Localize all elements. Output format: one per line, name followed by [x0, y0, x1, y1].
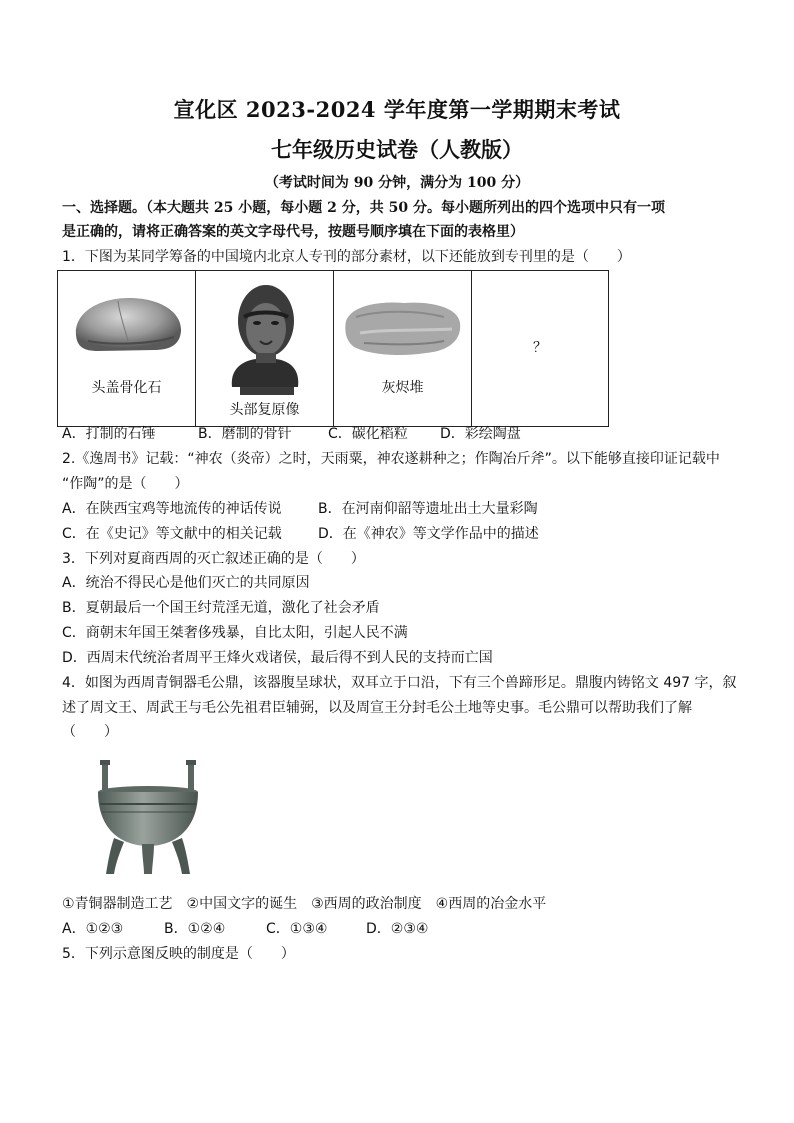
section-instructions-line1: 一、选择题。（本大题共 25 小题，每小题 2 分，共 50 分。每小题所列出的四个选项中只有一项 — [62, 200, 665, 216]
exam-subtitle: 七年级历史试卷（人教版） — [271, 137, 523, 162]
q1-option-a[interactable]: A．打制的石锤 — [62, 426, 156, 442]
q1-stem: 1．下图为某同学筹备的中国境内北京人专刊的部分素材，以下还能放到专刊里的是（ ） — [62, 249, 631, 265]
q2-option-a[interactable]: A．在陕西宝鸡等地流传的神话传说 — [62, 501, 282, 517]
section-instructions-line2: 是正确的，请将正确答案的英文字母代号，按题号顺序填在下面的表格里） — [62, 224, 524, 240]
q1-question-mark: ？ — [533, 340, 547, 356]
q4-option-c[interactable]: C．①③④ — [266, 921, 328, 937]
q4-stem-line1: 4．如图为西周青铜器毛公鼎，该器腹呈球状，双耳立于口沿，下有三个兽蹄形足。鼎腹内铸铭文 497 字，叙 — [62, 675, 737, 691]
q2-option-b[interactable]: B．在河南仰韶等遗址出土大量彩陶 — [318, 501, 538, 517]
q1-cell-unknown — [472, 271, 609, 427]
q3-stem: 3．下列对夏商西周的灭亡叙述正确的是（ ） — [62, 551, 365, 567]
skull-fossil-image — [58, 271, 195, 422]
ash-pile-image — [334, 271, 471, 422]
q4-option-b[interactable]: B．①②④ — [164, 921, 226, 937]
q3-option-a[interactable]: A．统治不得民心是他们灭亡的共同原因 — [62, 575, 310, 591]
q4-stem-line2: 述了周文王、周武王与毛公先祖君臣辅弼，以及周宣王分封毛公土地等史事。毛公鼎可以帮助我们了解 — [62, 700, 692, 716]
q2-option-d[interactable]: D．在《神农》等文学作品中的描述 — [318, 526, 539, 542]
q1-cell-skull — [58, 271, 196, 427]
q1-cell-ash — [334, 271, 472, 427]
q2-option-c[interactable]: C．在《史记》等文献中的相关记载 — [62, 526, 282, 542]
q4-option-a[interactable]: A．①②③ — [62, 921, 124, 937]
q1-caption-2: 头部复原像 — [229, 402, 300, 418]
q1-option-b[interactable]: B．磨制的骨针 — [198, 426, 292, 442]
q3-option-d[interactable]: D．西周末代统治者周平王烽火戏诸侯，最后得不到人民的支持而亡国 — [62, 650, 493, 666]
q2-stem-line1: 2.《逸周书》记载：“神农（炎帝）之时，天雨粟，神农遂耕种之；作陶冶斤斧”。以下能够直接印证记载中 — [62, 451, 720, 467]
q1-option-d[interactable]: D．彩绘陶盘 — [440, 426, 521, 442]
q2-stem-line2: “作陶”的是（ ） — [62, 476, 189, 492]
q1-caption-1: 头盖骨化石 — [91, 380, 162, 396]
q1-cell-head — [196, 271, 334, 427]
q1-caption-3: 灰烬堆 — [381, 380, 424, 396]
q1-option-c[interactable]: C．碳化稻粒 — [328, 426, 408, 442]
q3-option-b[interactable]: B．夏朝最后一个国王纣荒淫无道，激化了社会矛盾 — [62, 600, 380, 616]
exam-title: 宣化区 2023-2024 学年度第一学期期末考试 — [173, 97, 621, 122]
q5-stem: 5．下列示意图反映的制度是（ ） — [62, 946, 295, 962]
q4-statements: ①青铜器制造工艺 ②中国文字的诞生 ③西周的政治制度 ④西周的冶金水平 — [62, 896, 547, 912]
q3-option-c[interactable]: C．商朝末年国王桀奢侈残暴，自比太阳，引起人民不满 — [62, 625, 408, 641]
maogong-ding-image — [92, 758, 204, 880]
q4-stem-line3: （ ） — [62, 724, 118, 740]
q1-image-table — [57, 270, 609, 427]
exam-time-note: （考试时间为 90 分钟，满分为 100 分） — [264, 175, 530, 191]
q4-option-d[interactable]: D．②③④ — [366, 921, 429, 937]
